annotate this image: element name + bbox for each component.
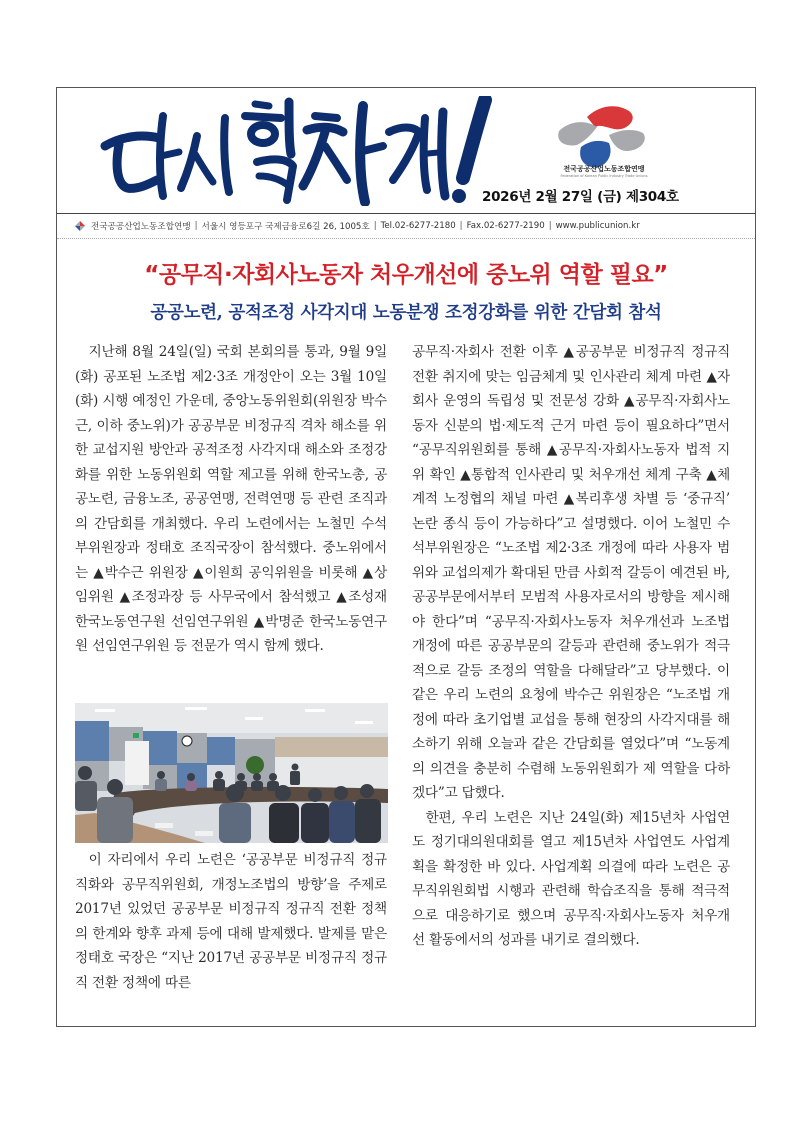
newsletter-title-calligraphy — [97, 96, 497, 206]
masthead — [57, 88, 755, 214]
contact-address-bar — [57, 213, 755, 239]
contact-tel: Tel.02-6277-2180 — [380, 220, 456, 231]
contact-address: 서울시 영등포구 국제금융로6길 26, 1005호 — [201, 221, 370, 232]
article-paragraph: 지난해 8월 24일(일) 국회 본회의를 통과, 9월 9일(화) 공포된 노조법 제2·3조 개정안이 오는 3월 10일(화) 시행 예정인 가운데, 중앙노동위원회(위원장 박수근, 이하 중노위)가 공공부문 비정규직 격차 해소를 위한 교섭지원 방안과 공적조정 사각지대 해소와 조정강화를 위한 노동위원회 역할 제고를 위해 한국노총, 공공노련, 금융노조, 공공연맹, 전력연맹 등 관련 조직과의 간담회를 개최했다. 우리 노련에서는 노철민 수석부위원장과 정태호 조직국장이 참석했다. 중노위에서는 ▲박수근 위원장 ▲이원희 공익위원을 비롯해 ▲상임위원 ▲조정과장 등 사무국에서 참석했고 ▲조성재 한국노동연구원 선임연구위원 ▲박명준 한국노동연구원 선임연구위원 등 전문가 역시 함께 했다. — [75, 344, 387, 654]
newsletter-page — [56, 87, 756, 1027]
separator: | — [459, 220, 463, 231]
issue-date-number: 2026년 2월 27일 (금) 제304호 — [482, 189, 679, 205]
article-column-right — [412, 340, 730, 953]
article-column-left-top — [75, 340, 387, 659]
contact-fax: Fax.02-6277-2190 — [466, 220, 545, 231]
article-paragraph: 한편, 우리 노련은 지난 24일(화) 제15년차 사업연도 정기대의원대회를 열고 제15년차 사업연도 사업계획을 확정한 바 있다. 사업계획 의결에 따라 노련은 공무직위원회법 시행과 관련해 학습조직을 통해 적극적으로 대응하기로 했으며 공무직·자회사노동자 처우개선 활동에서의 성과를 내기로 결의했다. — [412, 809, 730, 948]
separator: | — [373, 220, 377, 231]
contact-org-name: 전국공공산업노동조합연맹 — [91, 221, 191, 232]
website-link[interactable]: www.publicunion.kr — [555, 220, 640, 231]
logo-org-name: 전국공공산업노동조합연맹 — [563, 165, 645, 173]
article-column-left-bottom — [75, 848, 387, 995]
article-paragraph: 이 자리에서 우리 노련은 ‘공공부문 비정규직 정규직화와 공무직위원회, 개정노조법의 방향’을 주제로 2017년 있었던 공공부문 비정규직 정규직 전환 정책의 한계와 향후 과제 등에 대해 발제했다. 발제를 맡은 정태호 국장은 “지난 2017년 공공부문 비정규직 정규직 전환 정책에 따른 — [75, 852, 387, 991]
logo-diamond-icon — [75, 221, 85, 231]
article-headline: “공무직·자회사노동자 처우개선에 중노위 역할 필요” — [144, 262, 668, 288]
article-paragraph-continued: 공무직·자회사 전환 이후 ▲공공부문 비정규직 정규직 전환 취지에 맞는 임금체계 및 인사관리 체계 마련 ▲자회사 운영의 독립성 및 전문성 강화 ▲공무직·자회사노동자 신분의 법·제도적 근거 마련 등이 필요하다”면서 “공무직위원회를 통해 ▲공무직·자회사노동자 법적 지위 확인 ▲통합적 인사관리 및 처우개선 체계 구축 ▲체계적 노정협의 채널 마련 ▲복리후생 차별 등 ‘중규직’ 논란 종식 등이 가능하다”고 설명했다. 이어 노철민 수석부위원장은 “노조법 제2·3조 개정에 따라 사용자 범위와 교섭의제가 확대된 만큼 사회적 갈등이 예견된 바, 공공부문에서부터 모범적 사용자로서의 방향을 제시해야 한다”며 “공무직·자회사노동자 처우개선과 노조법 개정에 따른 공공부문의 갈등과 관련해 중노위가 적극적으로 갈등 조정의 역할을 다해달라”고 당부했다. 이 같은 우리 노련의 요청에 박수근 위원장은 “노조법 개정에 따라 초기업별 교섭을 통해 현장의 사각지대를 해소하기 위해 오늘과 같은 간담회를 열었다”며 “노동계의 의견을 충분히 수렴해 노동위원회가 제 역할을 다하겠다”고 답했다. — [412, 344, 730, 801]
logo-english-name: Federation of Korean Public Industry Trade Unions — [560, 174, 648, 178]
meeting-photo — [75, 703, 388, 843]
separator: | — [194, 220, 198, 231]
article-subheadline: 공공노련, 공적조정 사각지대 노동분쟁 조정강화를 위한 간담회 참석 — [150, 303, 662, 323]
separator: | — [548, 220, 552, 231]
